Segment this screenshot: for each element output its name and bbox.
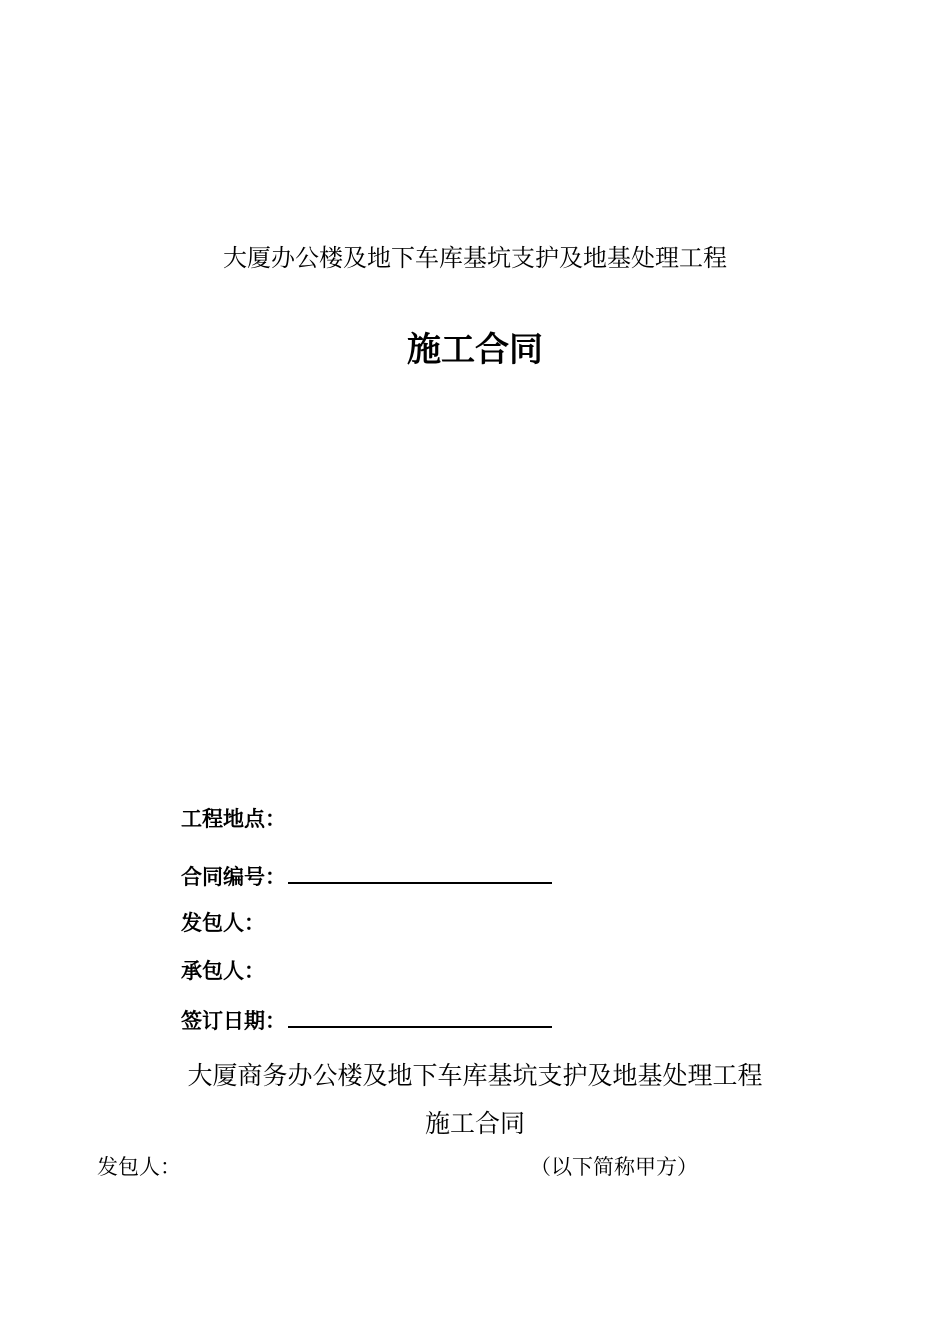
field-employer — [181, 908, 265, 938]
field-location — [181, 804, 286, 834]
cover-title: 施工合同 — [407, 330, 543, 370]
body-employer-label: 发包人： — [97, 1155, 181, 1179]
body-project-name: 大厦商务办公楼及地下车库基坑支护及地基处理工程 — [187, 1061, 763, 1090]
field-contract-number — [181, 860, 552, 890]
cover-project-name: 大厦办公楼及地下车库基坑支护及地基处理工程 — [223, 244, 727, 272]
sign-date-blank-line — [288, 1004, 552, 1028]
field-contractor-label: 承包人： — [181, 958, 265, 983]
field-contractor — [181, 956, 265, 986]
field-location-label: 工程地点： — [181, 806, 286, 831]
body-title: 施工合同 — [424, 1109, 525, 1138]
body-employer-note: （以下简称甲方） — [530, 1155, 698, 1179]
contract-number-blank-line — [288, 860, 552, 884]
field-employer-label: 发包人： — [181, 910, 265, 935]
field-contract-number-label: 合同编号： — [181, 864, 286, 889]
field-sign-date — [181, 1004, 552, 1034]
field-sign-date-label: 签订日期： — [181, 1008, 286, 1033]
